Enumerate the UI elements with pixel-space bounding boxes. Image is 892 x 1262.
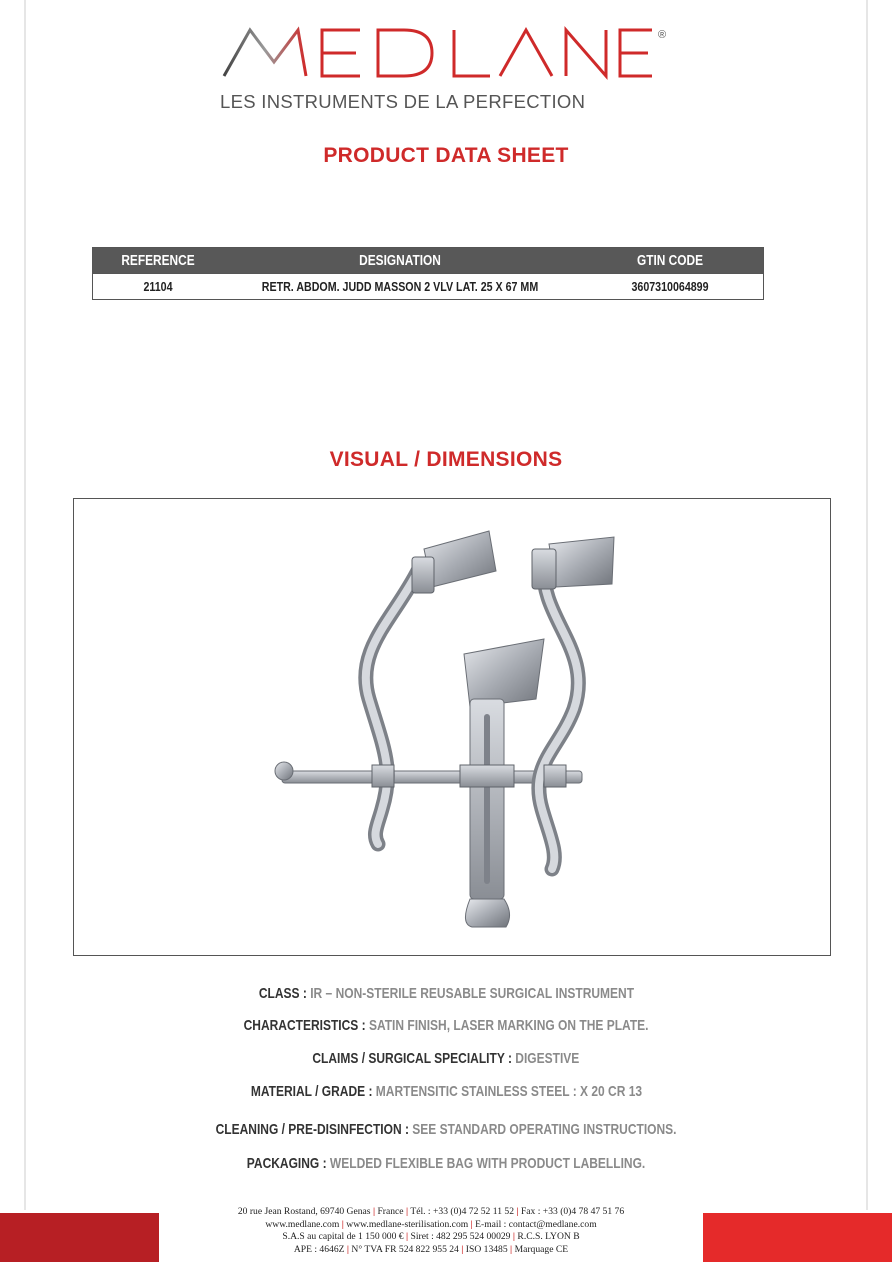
email-link[interactable]: E-mail : contact@medlane.com — [475, 1218, 597, 1230]
footer-line-address: 20 rue Jean Rostand, 69740 Genas | France | Tél. : +33 (0)4 72 52 11 52 | Fax : +33 (0)4 78 47 51 76 — [237, 1206, 625, 1217]
spec-class: CLASS : IR – NON-STERILE REUSABLE SURGICAL INSTRUMENT — [258, 985, 634, 1002]
spec-cleaning: CLEANING / PRE-DISINFECTION : SEE STANDARD OPERATING INSTRUCTIONS. — [215, 1121, 677, 1138]
medlane-wordmark-icon — [220, 22, 680, 84]
visual-dimensions-title: VISUAL / DIMENSIONS — [329, 448, 563, 471]
cell-designation: RETR. ABDOM. JUDD MASSON 2 VLV LAT. 25 X 67 MM — [261, 279, 539, 294]
svg-text:®: ® — [658, 29, 667, 41]
table-header-row — [93, 248, 763, 273]
sterilisation-website-link[interactable]: www.medlane-sterilisation.com — [346, 1218, 469, 1230]
header-gtin-code: GTIN CODE — [636, 252, 704, 269]
brand-tagline: LES INSTRUMENTS DE LA PERFECTION — [220, 91, 586, 112]
cell-gtin-code: 3607310064899 — [631, 279, 709, 294]
footer-line-legal: S.A.S au capital de 1 150 000 € | Siret : 482 295 524 00029 | R.C.S. LYON B — [282, 1231, 580, 1242]
cell-reference: 21104 — [143, 279, 173, 294]
header-reference: REFERENCE — [121, 252, 195, 269]
product-data-sheet-title: PRODUCT DATA SHEET — [323, 144, 569, 167]
product-visual-frame — [73, 498, 831, 956]
footer-bar-left — [0, 1213, 159, 1262]
footer-line-web: www.medlane.com | www.medlane-sterilisation.com | E-mail : contact@medlane.com — [265, 1218, 597, 1230]
footer-bar-right — [703, 1213, 892, 1262]
reference-table — [92, 247, 764, 300]
header-designation: DESIGNATION — [359, 252, 441, 269]
company-footer — [160, 1206, 702, 1256]
retractor-instrument-image — [274, 509, 634, 939]
spec-claims: CLAIMS / SURGICAL SPECIALITY : DIGESTIVE — [312, 1050, 580, 1067]
footer-line-certification: APE : 4646Z | N° TVA FR 524 822 955 24 | ISO 13485 | Marquage CE — [293, 1243, 569, 1255]
spec-packaging: PACKAGING : WELDED FLEXIBLE BAG WITH PRODUCT LABELLING. — [246, 1155, 646, 1172]
spec-characteristics: CHARACTERISTICS : SATIN FINISH, LASER MARKING ON THE PLATE. — [243, 1017, 649, 1034]
table-row — [93, 273, 763, 299]
website-link[interactable]: www.medlane.com — [265, 1218, 340, 1230]
spec-material: MATERIAL / GRADE : MARTENSITIC STAINLESS STEEL : X 20 CR 13 — [250, 1083, 642, 1100]
